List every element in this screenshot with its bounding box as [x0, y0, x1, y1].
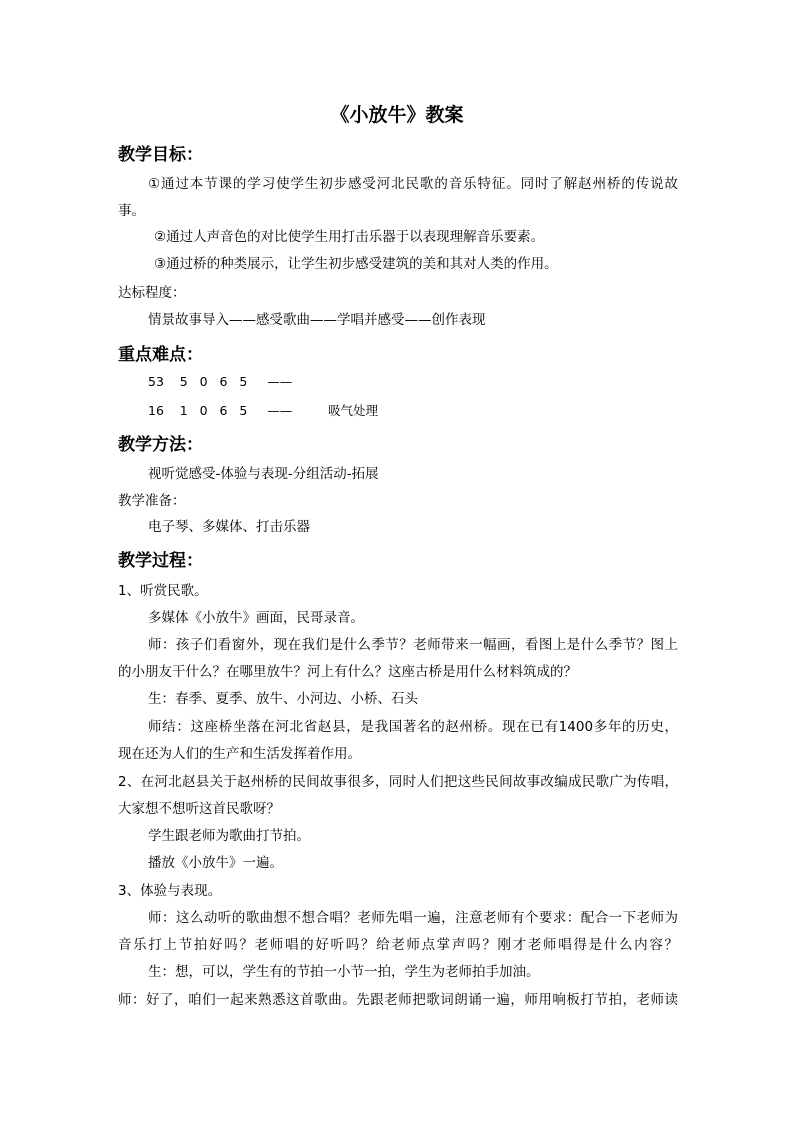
process-line-16: 师：好了，咱们一起来熟悉这首歌曲。先跟老师把歌词朗诵一遍，师用响板打节拍，老师读: [118, 992, 678, 1008]
process-line-8: 2、在河北赵县关于赵州桥的民间故事很多，同时人们把这些民间故事改编成民歌广为传唱，: [118, 774, 678, 790]
process-line-4: 的小朋友干什么？在哪里放牛？河上有什么？这座古桥是用什么材料筑成的？: [118, 664, 577, 680]
process-heading: 教学过程：: [118, 551, 203, 571]
process-line-13: 师：这么动听的歌曲想不想合唱？老师先唱一遍，注意老师有个要求：配合一下老师为: [148, 910, 678, 926]
process-line-12: 3、体验与表现。: [118, 883, 222, 899]
process-line-14: 音乐打上节拍好吗？老师唱的好听吗？给老师点掌声吗？刚才老师唱得是什么内容？: [118, 937, 678, 953]
process-line-15: 生：想，可以，学生有的节拍一小节一拍，学生为老师拍手加油。: [148, 964, 540, 980]
goals-heading: 教学目标：: [118, 145, 203, 165]
process-line-10: 学生跟老师为歌曲打节拍。: [148, 828, 310, 844]
level-text: 情景故事导入——感受歌曲——学唱并感受——创作表现: [148, 312, 486, 328]
key-points-row-1: 53 5 0 6 5 ——: [148, 374, 293, 389]
process-line-7: 现在还为人们的生产和生活发挥着作用。: [118, 746, 361, 762]
level-label: 达标程度：: [118, 285, 186, 301]
goal-item-1-continued: 事。: [118, 203, 145, 219]
methods-heading: 教学方法：: [118, 435, 203, 455]
process-line-2: 多媒体《小放牛》画面，民哥录音。: [148, 610, 364, 626]
process-line-11: 播放《小放牛》一遍。: [148, 855, 283, 871]
document-title: 《小放牛》教案: [330, 104, 464, 126]
prep-label: 教学准备：: [118, 493, 186, 509]
process-line-1: 1、听赏民歌。: [118, 583, 208, 599]
key-points-row-2: 16 1 0 6 5 —— 吸气处理: [148, 403, 378, 418]
prep-text: 电子琴、多媒体、打击乐器: [148, 519, 310, 535]
key-points-heading: 重点难点：: [118, 345, 203, 365]
process-line-3: 师：孩子们看窗外，现在我们是什么季节？老师带来一幅画，看图上是什么季节？图上: [148, 637, 678, 653]
goal-item-3: ③通过桥的种类展示，让学生初步感受建筑的美和其对人类的作用。: [154, 256, 558, 272]
process-line-6: 师结：这座桥坐落在河北省赵县，是我国著名的赵州桥。现在已有1400多年的历史，: [148, 719, 678, 735]
goal-item-1: ①通过本节课的学习使学生初步感受河北民歌的音乐特征。同时了解赵州桥的传说故: [148, 176, 678, 192]
goal-item-2: ②通过人声音色的对比使学生用打击乐器于以表现理解音乐要素。: [154, 229, 545, 245]
process-line-5: 生：春季、夏季、放牛、小河边、小桥、石头: [148, 691, 418, 707]
process-line-9: 大家想不想听这首民歌呀？: [118, 801, 280, 817]
methods-text: 视听觉感受-体验与表现-分组活动-拓展: [148, 466, 379, 482]
